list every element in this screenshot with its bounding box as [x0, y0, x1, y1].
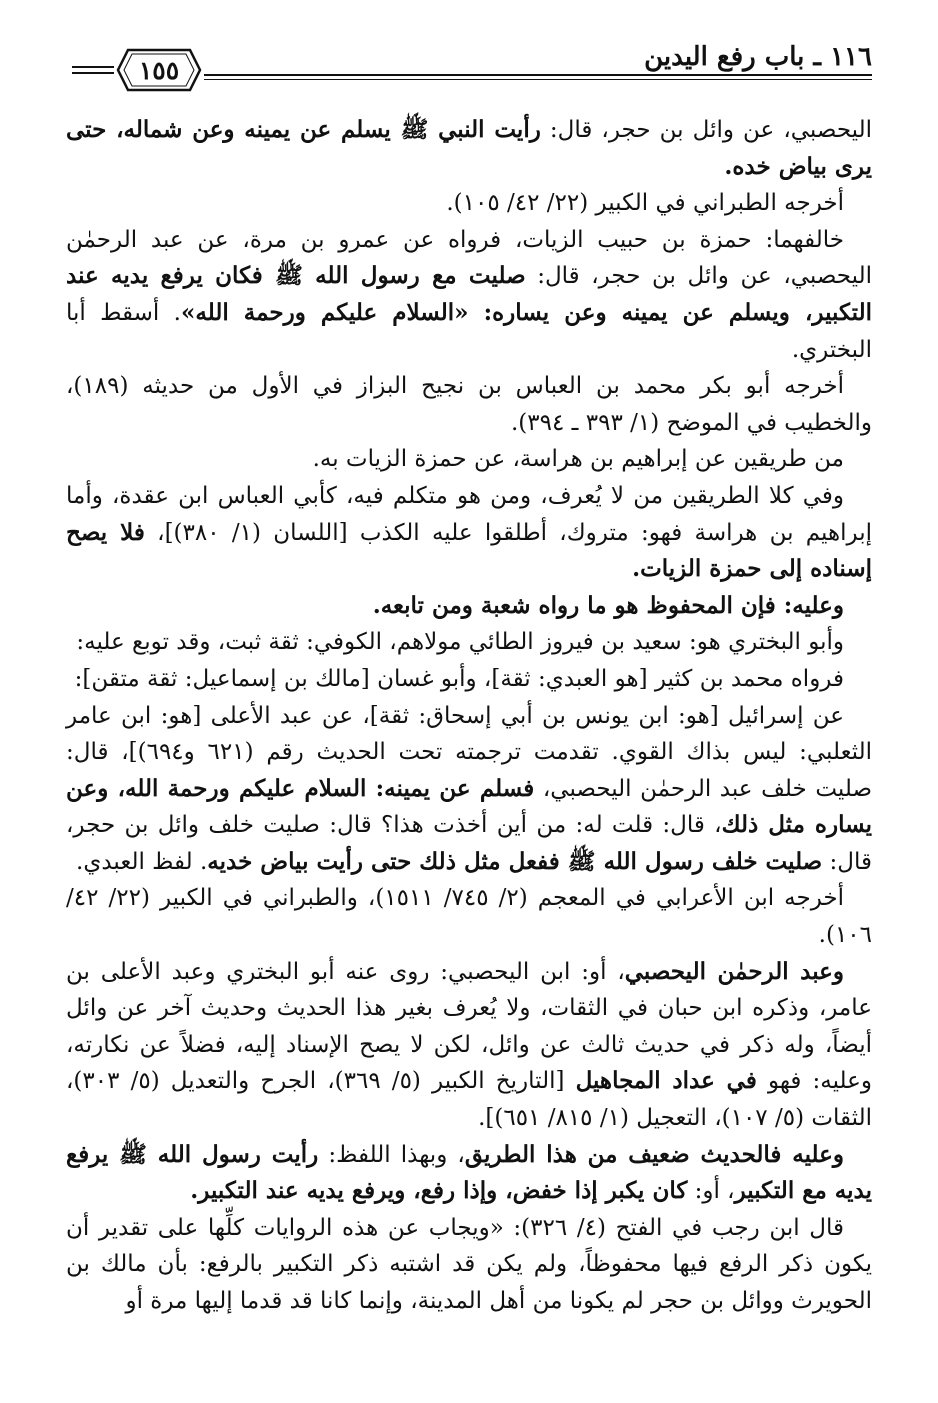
- text-segment: ، أو:: [687, 1178, 735, 1205]
- header-dash: [72, 66, 114, 68]
- paragraph: [66, 1137, 872, 1210]
- running-title: ١١٦ ـ باب رفع اليدين: [644, 42, 872, 72]
- page-header: [66, 38, 872, 96]
- text-segment: عن إسرائيل [هو: ابن يونس بن أبي إسحاق: ثقة]، عن عبد الأعلى [هو: ابن عامر الثعلبي: ليس بذاك القوي. تقدمت ترجمته تحت الحديث رقم (٦٢١ و٦٩٤)]، قال: صليت خلف عبد الرحمٰن اليحصبي،: [66, 702, 873, 802]
- paragraph: [66, 880, 872, 953]
- text-segment: خالفهما: حمزة بن حبيب الزيات، فرواه عن عمرو بن مرة، عن عبد الرحمٰن اليحصبي، عن وائل بن حجر، قال:: [66, 226, 872, 290]
- paragraph: [66, 112, 872, 185]
- bold-text-segment: وعليه: فإن المحفوظ هو ما رواه شعبة ومن تابعه.: [372, 591, 844, 619]
- text-segment: . لفظ العبدي.: [76, 848, 208, 875]
- bold-text-segment: رأيت رسول الله ﷺ يرفع يديه مع التكبير: [66, 1140, 872, 1205]
- header-rule: [204, 74, 872, 76]
- bold-text-segment: رأيت النبي ﷺ يسلم عن يمينه وعن شماله، حتى يرى بياض خده.: [66, 116, 872, 180]
- bold-text-segment: صليت مع رسول الله ﷺ فكان يرفع يديه عند التكبير، ويسلم عن يمينه وعن يساره: «السلام عليكم ورحمة الله»: [66, 262, 872, 326]
- page-number-badge: [116, 44, 202, 96]
- body-text: [66, 112, 872, 1320]
- paragraph: [66, 368, 872, 441]
- text-segment: أخرجه ابن الأعرابي في المعجم (٢/ ٧٤٥/ ١٥١١)، والطبراني في الكبير (٢٢/ ٤٢/ ١٠٦).: [66, 885, 872, 949]
- text-segment: قال ابن رجب في الفتح (٤/ ٣٢٦): «ويجاب عن هذه الروايات كلِّها على تقدير أن يكون ذكر الرفع فيها محفوظاً، ولم يكن قد اشتبه ذكر التكبير بالرفع: بأن مالك بن الحويرث ووائل بن حجر لم يكونا من أهل المدينة، وإنما كانا قد قدما إليها مرة أو: [66, 1214, 872, 1314]
- paragraph: [66, 661, 872, 698]
- bold-text-segment: وعليه فالحديث ضعيف من هذا الطريق: [464, 1140, 844, 1168]
- paragraph: [66, 222, 872, 368]
- text-segment: من طريقين عن إبراهيم بن هراسة، عن حمزة الزيات به.: [312, 446, 844, 473]
- bold-text-segment: صليت خلف رسول الله ﷺ ففعل مثل ذلك حتى رأيت بياض خديه: [207, 847, 823, 875]
- header-dash: [72, 72, 114, 74]
- paragraph: [66, 441, 872, 478]
- text-segment: [التاريخ الكبير (٥/ ٣٦٩)، الجرح والتعديل (٥/ ٣٠٣)، الثقات (٥/ ١٠٧)، التعجيل (١/ ٨١٥/ ٦٥١)].: [66, 1068, 872, 1132]
- paragraph: [66, 478, 872, 588]
- paragraph: [66, 624, 872, 661]
- text-segment: فرواه محمد بن كثير [هو العبدي: ثقة]، وأبو غسان [مالك بن إسماعيل: ثقة متقن]:: [74, 665, 844, 692]
- bold-text-segment: فسلم عن يمينه: السلام عليكم ورحمة الله، وعن يساره مثل ذلك: [66, 774, 872, 839]
- header-rule: [204, 79, 872, 80]
- text-segment: اليحصبي، عن وائل بن حجر، قال:: [540, 117, 872, 143]
- text-segment: ، قال: قلت له: من أين أخذت هذا؟ قال: صليت خلف وائل بن حجر، قال:: [66, 812, 872, 875]
- text-segment: . أسقط أبا البختري.: [66, 299, 872, 363]
- paragraph: [66, 588, 872, 625]
- bold-text-segment: فلا يصح إسناده إلى حمزة الزيات.: [66, 518, 872, 583]
- paragraph: [66, 698, 872, 881]
- paragraph: [66, 954, 872, 1137]
- paragraph: [66, 185, 872, 222]
- bold-text-segment: كان يكبر إذا خفض، وإذا رفع، ويرفع يديه عند التكبير.: [190, 1177, 688, 1205]
- text-segment: أخرجه الطبراني في الكبير (٢٢/ ٤٢/ ١٠٥).: [446, 190, 844, 217]
- page-number: ١٥٥: [138, 55, 180, 85]
- text-segment: أخرجه أبو بكر محمد بن العباس بن نجيح البزاز في الأول من حديثه (١٨٩)، والخطيب في الموضح (١/ ٣٩٣ ـ ٣٩٤).: [66, 373, 872, 436]
- bold-text-segment: وعبد الرحمٰن اليحصبي: [624, 957, 844, 985]
- paragraph: [66, 1210, 872, 1320]
- text-segment: ، أو: ابن اليحصبي: روى عنه أبو البختري وعبد الأعلى بن عامر، وذكره ابن حبان في الثقات، ولا يُعرف بغير هذا الحديث وحديث آخر عن وائل أيضاً، وله ذكر في حديث ثالث عن وائل، لكن لا يصح الإسناد إليه، فضلاً عن نكارته، وعليه: فهو: [66, 958, 872, 1095]
- text-segment: ، وبهذا اللفظ:: [318, 1141, 465, 1168]
- bold-text-segment: في عداد المجاهيل: [575, 1067, 757, 1095]
- text-segment: وفي كلا الطريقين من لا يُعرف، ومن هو متكلم فيه، كأبي العباس ابن عقدة، وأما إبراهيم بن هراسة فهو: متروك، أطلقوا عليه الكذب [اللسان (١/ ٣٨٠)]،: [66, 482, 872, 546]
- text-segment: وأبو البختري هو: سعيد بن فيروز الطائي مولاهم، الكوفي: ثقة ثبت، وقد توبع عليه:: [76, 629, 844, 656]
